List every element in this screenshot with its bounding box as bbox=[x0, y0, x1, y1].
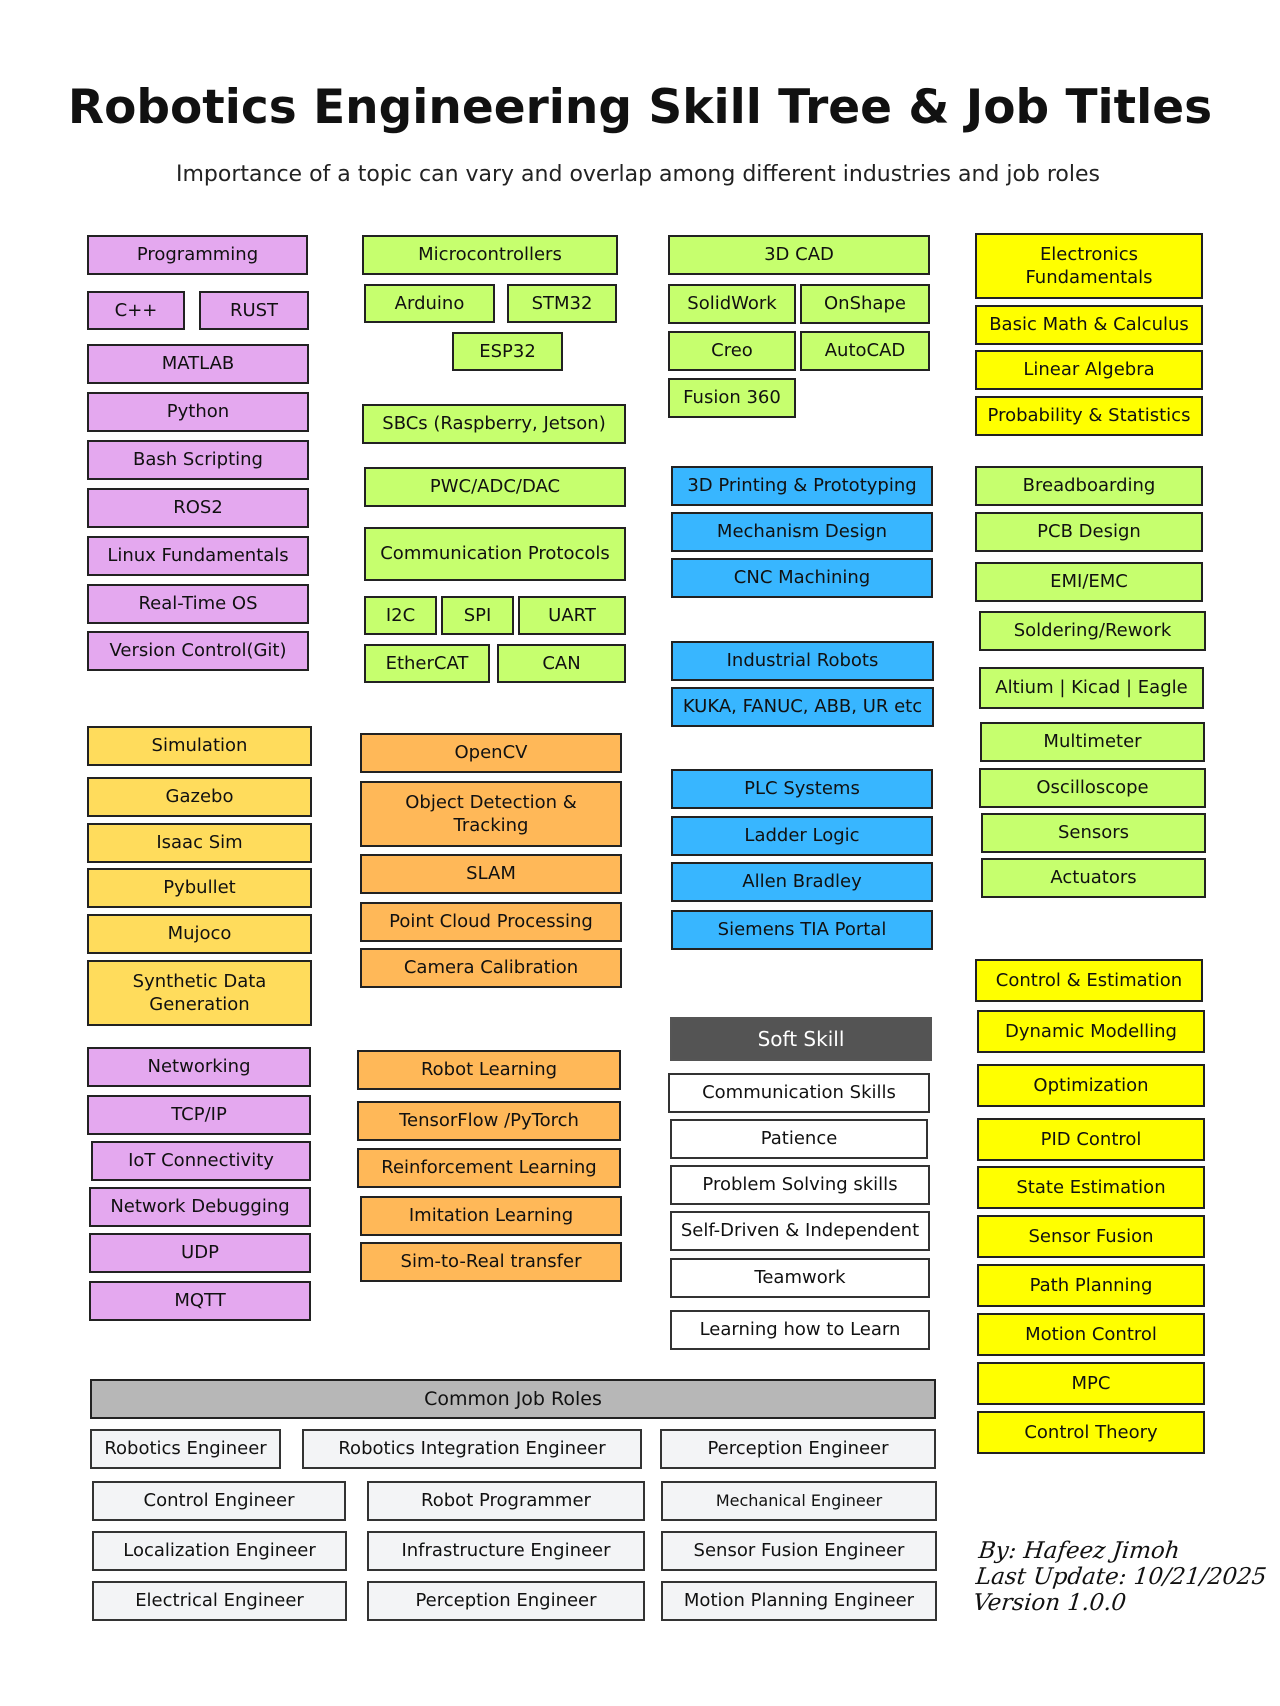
skill-box-plc-systems: PLC Systems bbox=[671, 769, 933, 809]
skill-box-opencv: OpenCV bbox=[360, 733, 622, 773]
job-role-localization-engineer: Localization Engineer bbox=[92, 1531, 347, 1571]
skill-box-self-driven-independent: Self-Driven & Independent bbox=[670, 1211, 930, 1251]
job-role-sensor-fusion-engineer: Sensor Fusion Engineer bbox=[661, 1531, 937, 1571]
skill-box-state-estimation: State Estimation bbox=[977, 1166, 1205, 1209]
skill-box-electronics-fundamentals: Electronics Fundamentals bbox=[975, 233, 1203, 299]
skill-box-c: C++ bbox=[87, 291, 185, 330]
skill-box-mqtt: MQTT bbox=[89, 1281, 311, 1321]
skill-box-synthetic-data-generation: Synthetic Data Generation bbox=[87, 960, 312, 1026]
skill-box-creo: Creo bbox=[668, 331, 796, 371]
skill-box-rust: RUST bbox=[199, 291, 309, 330]
section-header-soft-skill: Soft Skill bbox=[670, 1017, 932, 1061]
skill-box-bash-scripting: Bash Scripting bbox=[87, 440, 309, 480]
skill-box-network-debugging: Network Debugging bbox=[89, 1187, 311, 1227]
skill-box-sensors: Sensors bbox=[981, 813, 1206, 853]
skill-box-camera-calibration: Camera Calibration bbox=[360, 948, 622, 988]
job-role-perception-engineer: Perception Engineer bbox=[660, 1429, 936, 1469]
skill-box-reinforcement-learning: Reinforcement Learning bbox=[357, 1148, 621, 1188]
skill-box-pybullet: Pybullet bbox=[87, 868, 312, 908]
skill-box-altium-kicad-eagle: Altium | Kicad | Eagle bbox=[979, 667, 1204, 709]
skill-box-iot-connectivity: IoT Connectivity bbox=[91, 1141, 311, 1181]
skill-box-siemens-tia-portal: Siemens TIA Portal bbox=[671, 910, 933, 950]
skill-box-path-planning: Path Planning bbox=[977, 1264, 1205, 1307]
job-role-robotics-engineer: Robotics Engineer bbox=[90, 1429, 281, 1469]
skill-box-ladder-logic: Ladder Logic bbox=[671, 816, 933, 856]
skill-box-ethercat: EtherCAT bbox=[364, 644, 490, 683]
skill-box-industrial-robots: Industrial Robots bbox=[671, 641, 934, 681]
skill-box-point-cloud-processing: Point Cloud Processing bbox=[360, 902, 622, 942]
skill-box-imitation-learning: Imitation Learning bbox=[360, 1196, 622, 1236]
skill-box-mpc: MPC bbox=[977, 1362, 1205, 1405]
skill-box-allen-bradley: Allen Bradley bbox=[671, 862, 933, 902]
skill-box-autocad: AutoCAD bbox=[800, 331, 930, 371]
skill-box-isaac-sim: Isaac Sim bbox=[87, 823, 312, 863]
skill-box-communication-protocols: Communication Protocols bbox=[364, 527, 626, 581]
skill-box-matlab: MATLAB bbox=[87, 344, 309, 384]
skill-box-teamwork: Teamwork bbox=[670, 1258, 930, 1298]
skill-box-actuators: Actuators bbox=[981, 858, 1206, 898]
skill-box-stm32: STM32 bbox=[507, 284, 617, 323]
skill-box-object-detection-tracking: Object Detection & Tracking bbox=[360, 781, 622, 847]
skill-box-pcb-design: PCB Design bbox=[975, 512, 1203, 552]
skill-box-arduino: Arduino bbox=[364, 284, 495, 323]
skill-box-soldering-rework: Soldering/Rework bbox=[979, 611, 1206, 651]
skill-box-version-control-git: Version Control(Git) bbox=[87, 631, 309, 671]
skill-box-slam: SLAM bbox=[360, 854, 622, 894]
skill-box-solidwork: SolidWork bbox=[668, 284, 796, 324]
skill-box-simulation: Simulation bbox=[87, 726, 312, 766]
skill-box-kuka-fanuc-abb-ur-etc: KUKA, FANUC, ABB, UR etc bbox=[671, 687, 934, 727]
skill-box-emi-emc: EMI/EMC bbox=[975, 562, 1203, 602]
job-role-electrical-engineer: Electrical Engineer bbox=[92, 1581, 347, 1621]
job-role-robot-programmer: Robot Programmer bbox=[367, 1481, 645, 1521]
author-name: By: Hafeez Jimoh bbox=[977, 1538, 1182, 1564]
skill-box-sbcs-raspberry-jetson: SBCs (Raspberry, Jetson) bbox=[362, 404, 626, 444]
job-role-robotics-integration-engineer: Robotics Integration Engineer bbox=[302, 1429, 642, 1469]
skill-box-basic-math-calculus: Basic Math & Calculus bbox=[975, 305, 1203, 345]
page-subtitle: Importance of a topic can vary and overlap among different industries and job roles bbox=[176, 162, 1100, 187]
skill-box-cnc-machining: CNC Machining bbox=[671, 558, 933, 598]
skill-box-motion-control: Motion Control bbox=[977, 1313, 1205, 1356]
skill-box-pid-control: PID Control bbox=[977, 1118, 1205, 1161]
job-role-perception-engineer: Perception Engineer bbox=[367, 1581, 645, 1621]
skill-box-3d-cad: 3D CAD bbox=[668, 235, 930, 275]
skill-box-mujoco: Mujoco bbox=[87, 914, 312, 954]
skill-box-problem-solving-skills: Problem Solving skills bbox=[670, 1165, 930, 1205]
skill-box-onshape: OnShape bbox=[800, 284, 930, 324]
skill-box-networking: Networking bbox=[87, 1047, 311, 1087]
skill-box-sim-to-real-transfer: Sim-to-Real transfer bbox=[360, 1242, 622, 1282]
skill-box-uart: UART bbox=[518, 596, 626, 635]
skill-box-optimization: Optimization bbox=[977, 1064, 1205, 1107]
skill-box-breadboarding: Breadboarding bbox=[975, 466, 1203, 506]
skill-box-can: CAN bbox=[497, 644, 626, 683]
skill-box-control-estimation: Control & Estimation bbox=[975, 959, 1203, 1002]
skill-box-python: Python bbox=[87, 392, 309, 432]
page-title: Robotics Engineering Skill Tree & Job Titles bbox=[67, 80, 1213, 135]
skill-box-pwc-adc-dac: PWC/ADC/DAC bbox=[364, 467, 626, 507]
skill-box-patience: Patience bbox=[670, 1119, 928, 1159]
skill-box-microcontrollers: Microcontrollers bbox=[362, 235, 618, 275]
skill-box-tensorflow-pytorch: TensorFlow /PyTorch bbox=[357, 1101, 621, 1141]
skill-box-programming: Programming bbox=[87, 235, 308, 275]
skill-box-linux-fundamentals: Linux Fundamentals bbox=[87, 536, 309, 576]
skill-box-fusion-360: Fusion 360 bbox=[668, 378, 796, 418]
skill-box-gazebo: Gazebo bbox=[87, 777, 312, 817]
skill-box-mechanism-design: Mechanism Design bbox=[671, 512, 933, 552]
skill-box-learning-how-to-learn: Learning how to Learn bbox=[670, 1310, 930, 1350]
skill-box-control-theory: Control Theory bbox=[977, 1411, 1205, 1454]
skill-box-ros2: ROS2 bbox=[87, 488, 309, 528]
skill-box-3d-printing-prototyping: 3D Printing & Prototyping bbox=[671, 466, 933, 506]
skill-box-udp: UDP bbox=[89, 1233, 311, 1273]
skill-box-sensor-fusion: Sensor Fusion bbox=[977, 1215, 1205, 1258]
skill-box-real-time-os: Real-Time OS bbox=[87, 584, 309, 624]
skill-box-robot-learning: Robot Learning bbox=[357, 1050, 621, 1090]
author-signature bbox=[972, 1538, 1271, 1616]
version: Version 1.0.0 bbox=[971, 1590, 1128, 1616]
job-role-motion-planning-engineer: Motion Planning Engineer bbox=[661, 1581, 937, 1621]
job-roles-header-common-job-roles: Common Job Roles bbox=[90, 1379, 936, 1419]
skill-box-oscilloscope: Oscilloscope bbox=[979, 768, 1206, 808]
skill-box-esp32: ESP32 bbox=[452, 332, 563, 371]
skill-box-probability-statistics: Probability & Statistics bbox=[975, 396, 1203, 436]
last-update: Last Update: 10/21/2025 bbox=[974, 1564, 1268, 1590]
skill-box-i2c: I2C bbox=[364, 596, 437, 635]
skill-box-multimeter: Multimeter bbox=[980, 722, 1205, 762]
job-role-control-engineer: Control Engineer bbox=[92, 1481, 346, 1521]
skill-box-linear-algebra: Linear Algebra bbox=[975, 350, 1203, 390]
job-role-mechanical-engineer: Mechanical Engineer bbox=[661, 1481, 937, 1521]
skill-box-communication-skills: Communication Skills bbox=[668, 1073, 930, 1113]
skill-box-dynamic-modelling: Dynamic Modelling bbox=[977, 1010, 1205, 1053]
job-role-infrastructure-engineer: Infrastructure Engineer bbox=[367, 1531, 645, 1571]
skill-box-tcp-ip: TCP/IP bbox=[87, 1095, 311, 1135]
skill-box-spi: SPI bbox=[441, 596, 514, 635]
